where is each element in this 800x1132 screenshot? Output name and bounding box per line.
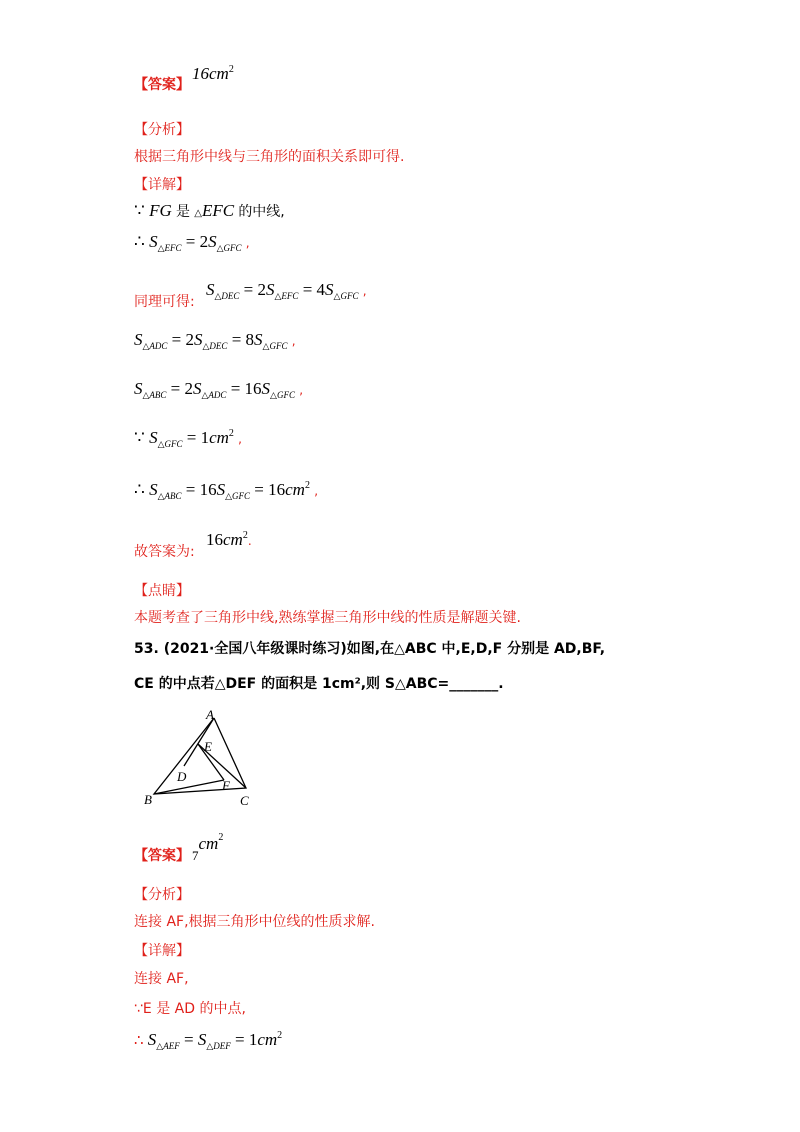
analysis-2-text: 连接 AF,根据三角形中位线的性质求解. — [134, 914, 375, 930]
detail-line-5: $S_{\triangle ABC} = 2S_{\triangle ADC} = 16S_{\triangle GFC}$ , — [134, 379, 304, 400]
detail-2-line-3: ∴ $S_{\triangle AEF} = S_{\triangle DEF} = 1cm^2$ — [134, 1030, 283, 1051]
label-c: C — [240, 793, 249, 808]
detail-line-1: ∵ FG 是 △EFC 的中线, — [134, 201, 285, 220]
conclusion-prefix: 故答案为: — [134, 544, 195, 560]
comment-label: 【点睛】 — [134, 583, 190, 599]
detail-line-6: ∵ $S_{\triangle GFC} = 1cm^2$ , — [134, 428, 242, 449]
detail-line-4: $S_{\triangle ADC} = 2S_{\triangle DEC} = 8S_{\triangle GFC}$ , — [134, 330, 296, 351]
analysis-label: 【分析】 — [134, 122, 190, 138]
question-53-line-1: 53. (2021·全国八年级课时练习)如图,在△ABC 中,E,D,F 分别是 AD,BF, — [134, 641, 606, 657]
answer-2-value: $_7cm^2$ — [192, 832, 224, 863]
question-53-line-2: CE 的中点若△DEF 的面积是 1cm²,则 S△ABC=_______. — [134, 676, 504, 692]
detail-2-line-2: ∵E 是 AD 的中点, — [134, 1001, 246, 1017]
detail-label: 【详解】 — [134, 177, 190, 193]
detail-2-line-1: 连接 AF, — [134, 971, 189, 987]
answer-label: 【答案】 — [134, 77, 190, 93]
label-e: E — [204, 739, 212, 754]
label-b: B — [144, 792, 152, 807]
analysis-2-label: 【分析】 — [134, 887, 190, 903]
comment-text: 本题考查了三角形中线,熟练掌握三角形中线的性质是解题关键. — [134, 610, 521, 626]
detail-2-label: 【详解】 — [134, 943, 190, 959]
detail-line-7: ∴ $S_{\triangle ABC} = 16S_{\triangle GFC} = 16cm^2$ , — [134, 480, 319, 501]
answer-2-label: 【答案】 — [134, 848, 190, 864]
detail-line-2: ∴ $S_{\triangle EFC} = 2S_{\triangle GFC}$ , — [134, 232, 250, 253]
label-a: A — [206, 708, 214, 722]
analysis-text: 根据三角形中线与三角形的面积关系即可得. — [134, 149, 405, 165]
triangle-figure — [140, 708, 270, 813]
same-prefix: 同理可得: — [134, 294, 195, 310]
label-d: D — [177, 769, 187, 784]
answer-value: $16cm^2$ — [192, 64, 234, 83]
conclusion-value: $16cm^2$. — [206, 530, 252, 549]
triangle-abc — [154, 718, 246, 794]
label-f: F — [222, 778, 230, 793]
detail-line-3: $S_{\triangle DEC} = 2S_{\triangle EFC} = 4S_{\triangle GFC}$ , — [206, 280, 367, 301]
